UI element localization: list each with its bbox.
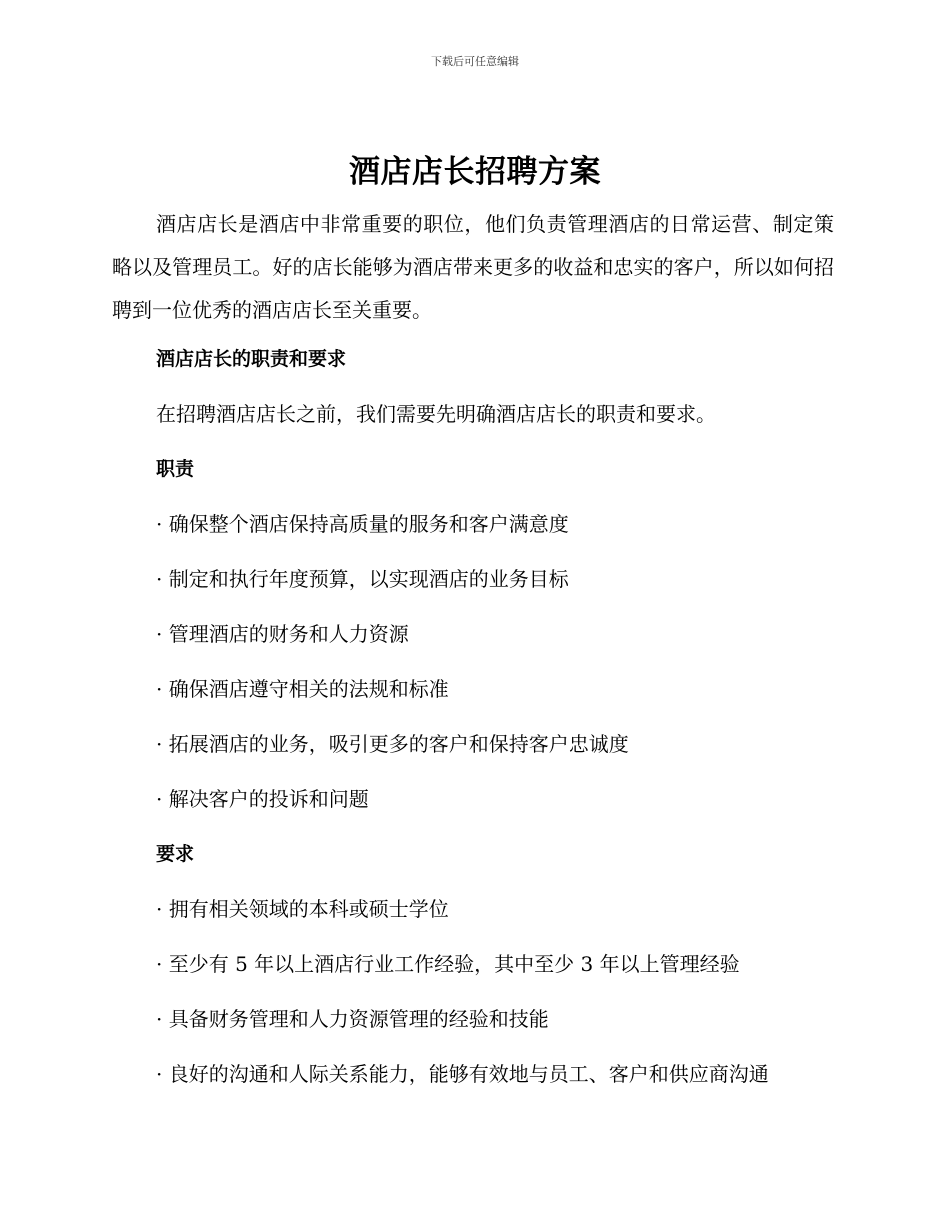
requirements-heading: 要求 <box>156 843 195 865</box>
duty-item: · 拓展酒店的业务，吸引更多的客户和保持客户忠诚度 <box>156 732 629 756</box>
requirement-item: · 拥有相关领域的本科或硕士学位 <box>156 897 449 921</box>
duty-item: · 确保酒店遵守相关的法规和标准 <box>156 677 449 701</box>
requirement-item: · 良好的沟通和人际关系能力，能够有效地与员工、客户和供应商沟通 <box>156 1062 769 1086</box>
document-title: 酒店店长招聘方案 <box>349 154 601 190</box>
duty-item: · 管理酒店的财务和人力资源 <box>156 622 409 646</box>
section-heading: 酒店店长的职责和要求 <box>156 348 347 370</box>
header-note: 下载后可任意编辑 <box>431 55 519 68</box>
intro-paragraph: 酒店店长是酒店中非常重要的职位，他们负责管理酒店的日常运营、制定策略以及管理员工。好的店长能够为酒店带来更多的收益和忠实的客户，所以如何招聘到一位优秀的酒店店长至关重要。 <box>112 212 834 322</box>
requirement-item: · 具备财务管理和人力资源管理的经验和技能 <box>156 1007 549 1031</box>
section-lead: 在招聘酒店店长之前，我们需要先明确酒店店长的职责和要求。 <box>156 402 716 426</box>
duties-heading: 职责 <box>156 458 195 480</box>
requirement-item: · 至少有 5 年以上酒店行业工作经验，其中至少 3 年以上管理经验 <box>156 952 740 976</box>
duty-item: · 制定和执行年度预算，以实现酒店的业务目标 <box>156 567 569 591</box>
duty-item: · 确保整个酒店保持高质量的服务和客户满意度 <box>156 512 569 536</box>
duty-item: · 解决客户的投诉和问题 <box>156 787 369 811</box>
